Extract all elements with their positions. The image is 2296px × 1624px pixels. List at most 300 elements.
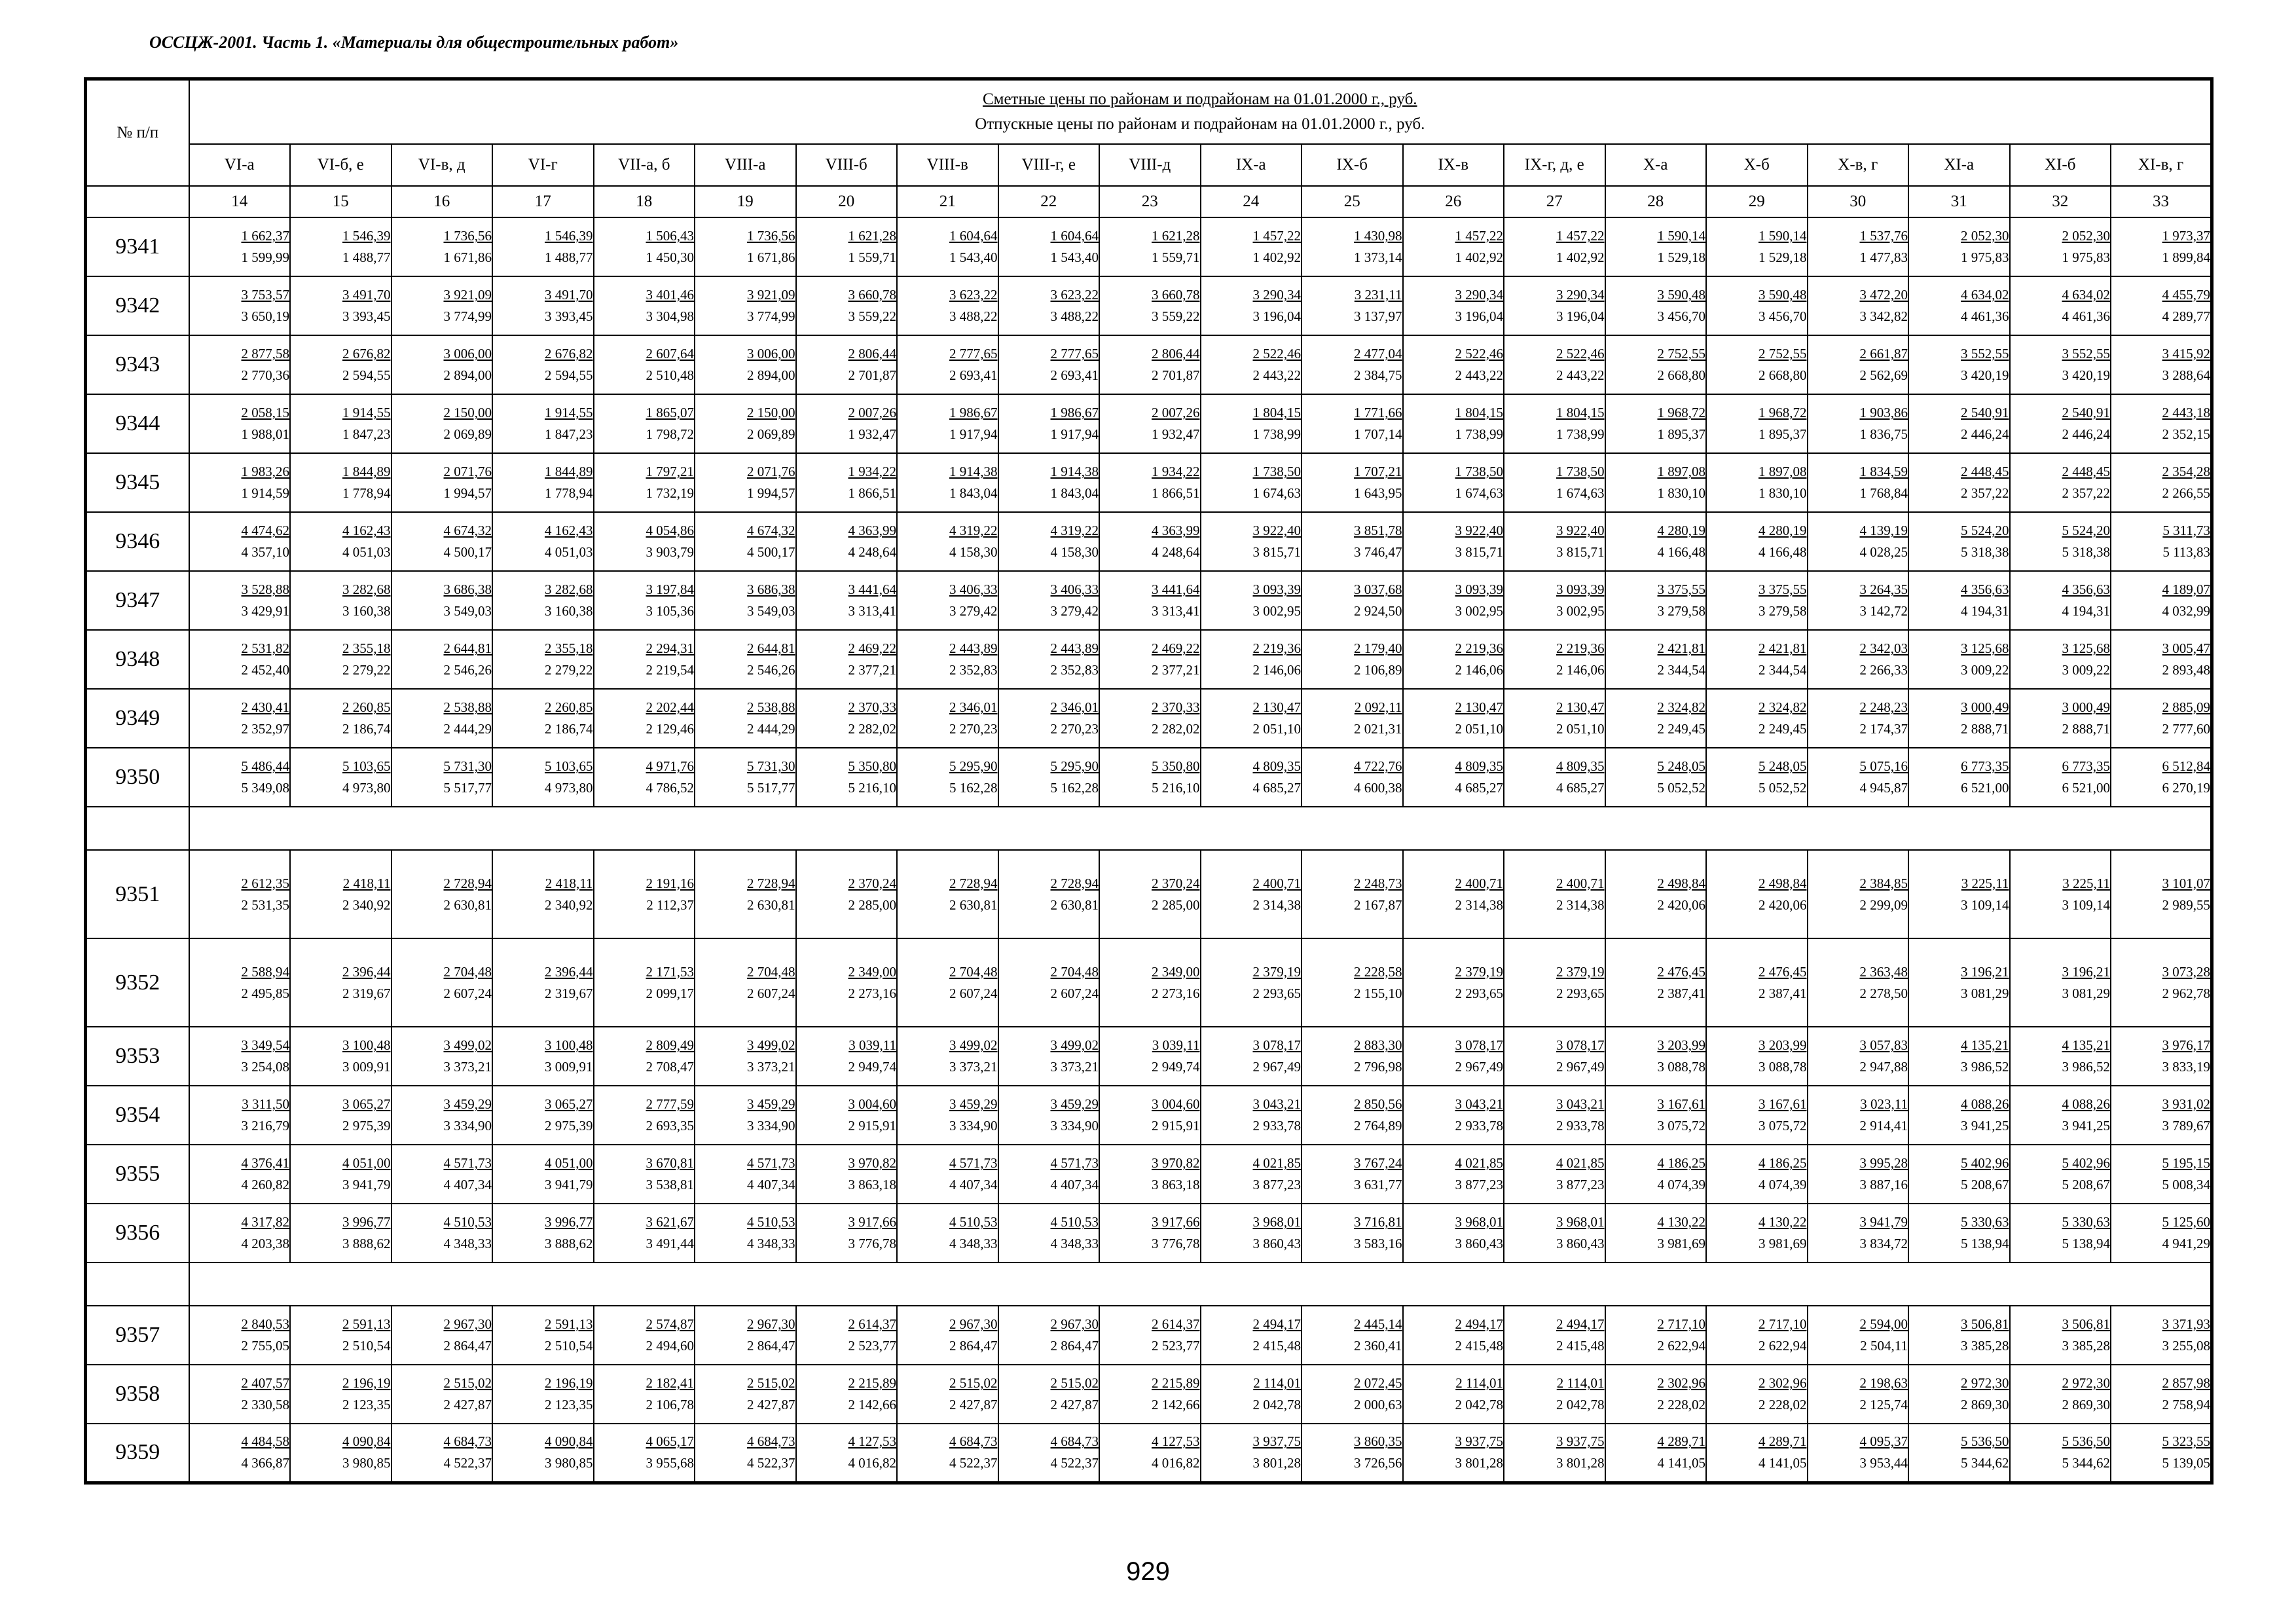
price-cell — [1302, 453, 1403, 512]
price-cell — [1908, 571, 2010, 630]
estimate-price: 2 346,01 — [949, 699, 998, 715]
price-cell — [998, 335, 1100, 394]
estimate-price: 2 058,15 — [241, 405, 289, 420]
release-price: 4 786,52 — [646, 780, 694, 796]
release-price: 3 559,22 — [848, 308, 896, 324]
release-price: 2 444,29 — [443, 721, 492, 737]
release-price: 2 249,45 — [1758, 721, 1807, 737]
price-cell — [1605, 748, 1707, 807]
estimate-price: 3 441,64 — [1152, 581, 1200, 597]
estimate-price: 2 515,02 — [443, 1375, 492, 1391]
price-cell — [796, 1145, 898, 1204]
estimate-price: 2 215,89 — [1152, 1375, 1200, 1391]
table-row — [86, 1306, 2212, 1365]
release-price: 2 914,41 — [1859, 1118, 1908, 1134]
price-cell — [492, 1424, 594, 1483]
release-price: 3 986,52 — [2062, 1059, 2110, 1075]
estimate-price: 2 728,94 — [949, 875, 998, 891]
estimate-price: 2 346,01 — [1050, 699, 1099, 715]
release-price: 2 443,22 — [1455, 367, 1503, 383]
price-cell — [1201, 1086, 1302, 1145]
price-cell — [1504, 571, 1605, 630]
estimate-price: 2 704,48 — [443, 963, 492, 980]
estimate-price: 4 054,86 — [646, 523, 694, 538]
table-row — [86, 335, 2212, 394]
estimate-price: 2 196,19 — [545, 1375, 593, 1391]
price-cell — [897, 748, 998, 807]
estimate-price: 2 498,84 — [1657, 875, 1705, 891]
price-cell — [189, 1424, 291, 1483]
estimate-price: 3 078,17 — [1455, 1037, 1503, 1053]
estimate-price: 4 088,26 — [2062, 1096, 2110, 1112]
release-price: 1 994,57 — [747, 485, 795, 501]
table-row — [86, 1086, 2212, 1145]
release-price: 2 228,02 — [1657, 1397, 1705, 1412]
release-price: 5 208,67 — [1961, 1177, 2009, 1192]
estimate-price: 3 065,27 — [342, 1096, 391, 1112]
price-cell — [392, 1204, 493, 1263]
release-price: 3 137,97 — [1354, 308, 1402, 324]
release-price: 3 334,90 — [949, 1118, 998, 1134]
row-code: 9352 — [86, 938, 189, 1027]
release-price: 2 357,22 — [2062, 485, 2110, 501]
release-price: 4 348,33 — [747, 1236, 795, 1251]
release-price: 4 194,31 — [1961, 603, 2009, 619]
estimate-price: 3 000,49 — [2062, 699, 2110, 715]
price-cell — [2010, 1365, 2111, 1424]
release-price: 2 155,10 — [1354, 985, 1402, 1001]
estimate-price: 2 445,14 — [1354, 1316, 1402, 1332]
price-cell — [290, 1027, 392, 1086]
price-cell — [1302, 335, 1403, 394]
estimate-price: 3 941,79 — [1859, 1214, 1908, 1230]
price-cell — [2010, 850, 2111, 938]
release-price: 1 843,04 — [1050, 485, 1099, 501]
estimate-price: 2 400,71 — [1455, 875, 1503, 891]
release-price: 2 630,81 — [1050, 896, 1099, 913]
estimate-price: 2 370,33 — [848, 699, 896, 715]
release-price: 3 941,25 — [1961, 1118, 2009, 1134]
release-price: 5 344,62 — [1961, 1455, 2009, 1471]
price-cell — [392, 276, 493, 335]
price-cell — [1504, 748, 1605, 807]
price-cell — [695, 1086, 796, 1145]
estimate-price: 3 125,68 — [1961, 640, 2009, 656]
table-row — [86, 938, 2212, 1027]
release-price: 4 461,36 — [2062, 308, 2110, 324]
estimate-price: 1 897,08 — [1657, 464, 1705, 479]
release-price: 2 510,54 — [545, 1338, 593, 1354]
price-cell — [2111, 1424, 2212, 1483]
estimate-price: 1 457,22 — [1455, 228, 1503, 244]
release-price: 5 113,83 — [2162, 544, 2211, 560]
release-price: 2 975,39 — [342, 1118, 391, 1134]
release-price: 2 377,21 — [848, 662, 896, 678]
estimate-price: 1 590,14 — [1657, 228, 1705, 244]
price-cell — [796, 335, 898, 394]
estimate-price: 3 065,27 — [545, 1096, 593, 1112]
release-price: 2 967,49 — [1252, 1059, 1301, 1075]
release-price: 2 293,65 — [1556, 985, 1605, 1001]
price-cell — [897, 689, 998, 748]
estimate-price: 3 686,38 — [443, 581, 492, 597]
release-price: 3 888,62 — [342, 1236, 391, 1251]
estimate-price: 2 752,55 — [1758, 346, 1807, 361]
release-price: 3 815,71 — [1556, 544, 1605, 560]
release-price: 3 488,22 — [1050, 308, 1099, 324]
estimate-price: 2 967,30 — [443, 1316, 492, 1332]
price-cell — [897, 512, 998, 571]
price-cell — [1706, 571, 1808, 630]
estimate-price: 3 552,55 — [1961, 346, 2009, 361]
estimate-price: 2 540,91 — [1961, 405, 2009, 420]
release-price: 3 789,67 — [2162, 1118, 2211, 1134]
price-cell — [1908, 1365, 2010, 1424]
region-header: VI-г — [492, 144, 594, 186]
estimate-price: 2 355,18 — [545, 640, 593, 656]
price-cell — [695, 335, 796, 394]
estimate-price: 3 093,39 — [1252, 581, 1301, 597]
estimate-price: 2 430,41 — [241, 699, 289, 715]
release-price: 3 941,25 — [2062, 1118, 2110, 1134]
estimate-price: 3 415,92 — [2162, 346, 2211, 361]
price-cell — [492, 571, 594, 630]
estimate-price: 3 506,81 — [1961, 1316, 2009, 1332]
release-price: 4 051,03 — [545, 544, 593, 560]
estimate-price: 4 722,76 — [1354, 758, 1402, 774]
estimate-price: 4 021,85 — [1455, 1155, 1503, 1171]
price-cell — [695, 394, 796, 453]
release-price: 4 203,38 — [241, 1236, 289, 1251]
release-price: 2 622,94 — [1758, 1338, 1807, 1354]
estimate-price: 3 282,68 — [545, 581, 593, 597]
release-price: 3 196,04 — [1252, 308, 1301, 324]
estimate-price: 2 644,81 — [747, 640, 795, 656]
estimate-price: 4 095,37 — [1859, 1433, 1908, 1450]
release-price: 3 002,95 — [1252, 603, 1301, 619]
release-price: 2 668,80 — [1657, 367, 1705, 383]
price-cell — [897, 1365, 998, 1424]
estimate-price: 4 065,17 — [646, 1433, 694, 1450]
release-price: 2 340,92 — [342, 896, 391, 913]
release-price: 3 815,71 — [1455, 544, 1503, 560]
release-price: 3 009,22 — [1961, 662, 2009, 678]
release-price: 2 864,47 — [1050, 1338, 1099, 1354]
release-price: 3 160,38 — [342, 603, 391, 619]
table-row — [86, 1027, 2212, 1086]
price-cell — [796, 630, 898, 689]
release-price: 1 975,83 — [2062, 249, 2110, 265]
estimate-price: 4 809,35 — [1252, 758, 1301, 774]
price-cell — [695, 1145, 796, 1204]
estimate-price: 2 370,24 — [1152, 875, 1200, 891]
release-price: 2 146,06 — [1455, 662, 1503, 678]
price-cell — [695, 850, 796, 938]
column-number: 28 — [1605, 186, 1707, 217]
release-price: 3 774,99 — [747, 308, 795, 324]
table-row — [86, 850, 2212, 938]
price-cell — [2111, 938, 2212, 1027]
estimate-price: 3 441,64 — [848, 581, 896, 597]
estimate-price: 2 219,36 — [1252, 640, 1301, 656]
release-price: 2 607,24 — [1050, 985, 1099, 1001]
estimate-price: 2 476,45 — [1657, 963, 1705, 980]
release-price: 2 279,22 — [342, 662, 391, 678]
estimate-price: 4 090,84 — [545, 1433, 593, 1450]
estimate-price: 3 406,33 — [949, 581, 998, 597]
release-price: 3 304,98 — [646, 308, 694, 324]
estimate-price: 3 623,22 — [1050, 287, 1099, 303]
price-cell — [2010, 748, 2111, 807]
estimate-price: 2 728,94 — [747, 875, 795, 891]
release-price: 4 074,39 — [1758, 1177, 1807, 1192]
row-number-header: № п/п — [86, 79, 189, 187]
release-price: 2 249,45 — [1657, 721, 1705, 737]
release-price: 4 357,10 — [241, 544, 289, 560]
price-cell — [2010, 1145, 2111, 1204]
price-cell — [1403, 748, 1504, 807]
release-price: 3 456,70 — [1758, 308, 1807, 324]
price-cell — [1908, 1086, 2010, 1145]
price-cell — [594, 850, 695, 938]
estimate-price: 1 546,39 — [342, 228, 391, 244]
estimate-price: 5 330,63 — [2062, 1214, 2110, 1230]
release-price: 1 529,18 — [1758, 249, 1807, 265]
estimate-price: 1 662,37 — [241, 228, 289, 244]
price-cell — [492, 850, 594, 938]
estimate-price: 2 400,71 — [1252, 875, 1301, 891]
estimate-price: 3 037,68 — [1354, 581, 1402, 597]
estimate-price: 4 684,73 — [443, 1433, 492, 1450]
release-price: 2 146,06 — [1252, 662, 1301, 678]
release-price: 1 994,57 — [443, 485, 492, 501]
release-price: 2 864,47 — [747, 1338, 795, 1354]
release-price: 5 052,52 — [1758, 780, 1807, 796]
estimate-price: 2 071,76 — [747, 464, 795, 479]
release-price: 5 139,05 — [2162, 1455, 2211, 1471]
price-cell — [1099, 276, 1201, 335]
region-header: IX-в — [1403, 144, 1504, 186]
estimate-price: 3 197,84 — [646, 581, 694, 597]
release-price: 2 701,87 — [1152, 367, 1200, 383]
estimate-price: 2 972,30 — [1961, 1375, 2009, 1391]
price-cell — [1605, 335, 1707, 394]
estimate-price: 2 752,55 — [1657, 346, 1705, 361]
region-header: XI-б — [2010, 144, 2111, 186]
release-price: 1 674,63 — [1252, 485, 1301, 501]
estimate-price: 1 844,89 — [342, 464, 391, 479]
estimate-price: 1 903,86 — [1859, 405, 1908, 420]
release-price: 3 953,44 — [1859, 1455, 1908, 1471]
price-cell — [1099, 1365, 1201, 1424]
release-price: 4 051,03 — [342, 544, 391, 560]
release-price: 1 738,99 — [1252, 426, 1301, 442]
release-price: 2 293,65 — [1252, 985, 1301, 1001]
price-cell — [290, 394, 392, 453]
release-price: 4 500,17 — [443, 544, 492, 560]
price-cell — [998, 1424, 1100, 1483]
price-cell — [189, 512, 291, 571]
release-price: 3 393,45 — [545, 308, 593, 324]
release-price: 3 109,14 — [2062, 896, 2110, 913]
release-price: 3 254,08 — [241, 1059, 289, 1075]
release-price: 3 420,19 — [2062, 367, 2110, 383]
price-cell — [796, 276, 898, 335]
release-price: 2 384,75 — [1354, 367, 1402, 383]
price-cell — [695, 217, 796, 276]
release-price: 3 888,62 — [545, 1236, 593, 1251]
release-price: 4 945,87 — [1859, 780, 1908, 796]
region-header: VI-а — [189, 144, 291, 186]
price-cell — [998, 1145, 1100, 1204]
release-price: 2 142,66 — [1152, 1397, 1200, 1412]
price-cell — [1706, 453, 1808, 512]
price-cell — [189, 1365, 291, 1424]
estimate-price: 1 457,22 — [1556, 228, 1605, 244]
release-price: 3 009,91 — [342, 1059, 391, 1075]
price-cell — [1908, 453, 2010, 512]
table-row — [86, 748, 2212, 807]
estimate-price: 2 114,01 — [1455, 1375, 1503, 1391]
release-price: 2 266,55 — [2162, 485, 2211, 501]
price-cell — [998, 1027, 1100, 1086]
estimate-price: 1 934,22 — [848, 464, 896, 479]
price-cell — [1201, 394, 1302, 453]
price-cell — [2111, 689, 2212, 748]
price-cell — [1808, 689, 1909, 748]
release-price: 3 279,58 — [1657, 603, 1705, 619]
release-price: 4 194,31 — [2062, 603, 2110, 619]
release-price: 1 402,92 — [1556, 249, 1605, 265]
release-price: 3 491,44 — [646, 1236, 694, 1251]
estimate-price: 4 135,21 — [2062, 1037, 2110, 1053]
release-price: 3 981,69 — [1657, 1236, 1705, 1251]
estimate-price: 1 865,07 — [646, 405, 694, 420]
estimate-price: 2 777,59 — [646, 1096, 694, 1112]
estimate-price: 3 860,35 — [1354, 1433, 1402, 1450]
price-cell — [695, 1424, 796, 1483]
estimate-price: 5 330,63 — [1961, 1214, 2009, 1230]
release-price: 1 988,01 — [241, 426, 289, 442]
estimate-price: 5 486,44 — [241, 758, 289, 774]
price-cell — [1706, 850, 1808, 938]
estimate-price: 5 195,15 — [2162, 1155, 2211, 1171]
price-cell — [1504, 1086, 1605, 1145]
price-cell — [1605, 453, 1707, 512]
estimate-price: 3 499,02 — [1050, 1037, 1099, 1053]
estimate-price: 1 804,15 — [1455, 405, 1503, 420]
estimate-price: 3 552,55 — [2062, 346, 2110, 361]
release-price: 4 028,25 — [1859, 544, 1908, 560]
release-price: 3 877,23 — [1252, 1177, 1301, 1192]
price-cell — [492, 938, 594, 1027]
estimate-price: 3 406,33 — [1050, 581, 1099, 597]
price-cell — [189, 1306, 291, 1365]
release-price: 4 407,34 — [443, 1177, 492, 1192]
estimate-price: 2 515,02 — [949, 1375, 998, 1391]
release-price: 3 373,21 — [1050, 1059, 1099, 1075]
price-cell — [1302, 394, 1403, 453]
price-cell — [290, 276, 392, 335]
price-cell — [1201, 217, 1302, 276]
estimate-price: 2 443,89 — [1050, 640, 1099, 656]
release-price: 2 352,83 — [949, 662, 998, 678]
price-cell — [1706, 1424, 1808, 1483]
release-price: 1 768,84 — [1859, 485, 1908, 501]
release-price: 4 158,30 — [949, 544, 998, 560]
release-price: 3 877,23 — [1556, 1177, 1605, 1192]
price-cell — [1099, 1086, 1201, 1145]
price-cell — [1706, 1086, 1808, 1145]
estimate-price: 2 477,04 — [1354, 346, 1402, 361]
price-cell — [1808, 1027, 1909, 1086]
release-price: 3 549,03 — [443, 603, 492, 619]
estimate-price: 3 922,40 — [1252, 523, 1301, 538]
estimate-price: 5 536,50 — [1961, 1433, 2009, 1450]
price-cell — [594, 512, 695, 571]
row-code: 9342 — [86, 276, 189, 335]
estimate-price: 3 375,55 — [1758, 581, 1807, 597]
price-cell — [1099, 630, 1201, 689]
release-price: 1 843,04 — [949, 485, 998, 501]
estimate-price: 2 179,40 — [1354, 640, 1402, 656]
estimate-price: 3 499,02 — [747, 1037, 795, 1053]
estimate-price: 2 494,17 — [1252, 1316, 1301, 1332]
release-price: 2 293,65 — [1455, 985, 1503, 1001]
estimate-price: 3 459,29 — [747, 1096, 795, 1112]
estimate-price: 2 150,00 — [747, 405, 795, 420]
estimate-price: 2 469,22 — [848, 640, 896, 656]
release-price: 2 319,67 — [342, 985, 391, 1001]
release-price: 3 955,68 — [646, 1455, 694, 1471]
release-price: 1 899,84 — [2162, 249, 2211, 265]
estimate-price: 3 073,28 — [2162, 963, 2211, 980]
price-cell — [1403, 689, 1504, 748]
region-header: X-а — [1605, 144, 1707, 186]
estimate-price: 4 484,58 — [241, 1433, 289, 1450]
estimate-price: 3 290,34 — [1556, 287, 1605, 303]
release-price: 3 877,23 — [1455, 1177, 1503, 1192]
region-header: XI-в, г — [2111, 144, 2212, 186]
row-code: 9351 — [86, 850, 189, 938]
estimate-price: 2 260,85 — [342, 699, 391, 715]
price-cell — [1302, 571, 1403, 630]
price-cell — [189, 1145, 291, 1204]
price-cell — [2010, 1424, 2111, 1483]
estimate-price: 1 973,37 — [2162, 228, 2211, 244]
estimate-price: 3 039,11 — [848, 1037, 896, 1053]
price-cell — [1808, 1204, 1909, 1263]
release-price: 1 866,51 — [848, 485, 896, 501]
estimate-price: 1 914,55 — [545, 405, 593, 420]
price-cell — [1403, 394, 1504, 453]
price-cell — [492, 748, 594, 807]
estimate-price: 3 937,75 — [1252, 1433, 1301, 1450]
price-cell — [897, 335, 998, 394]
release-price: 3 009,22 — [2062, 662, 2110, 678]
release-price: 2 129,46 — [646, 721, 694, 737]
release-price: 2 693,35 — [646, 1118, 694, 1134]
release-price: 4 016,82 — [1152, 1455, 1200, 1471]
price-cell — [189, 748, 291, 807]
estimate-price: 2 202,44 — [646, 699, 694, 715]
price-cell — [1302, 1365, 1403, 1424]
release-price: 3 279,42 — [949, 603, 998, 619]
release-price: 1 778,94 — [342, 485, 391, 501]
release-price: 2 915,91 — [848, 1118, 896, 1134]
price-cell — [492, 630, 594, 689]
estimate-price: 5 125,60 — [2162, 1214, 2211, 1230]
